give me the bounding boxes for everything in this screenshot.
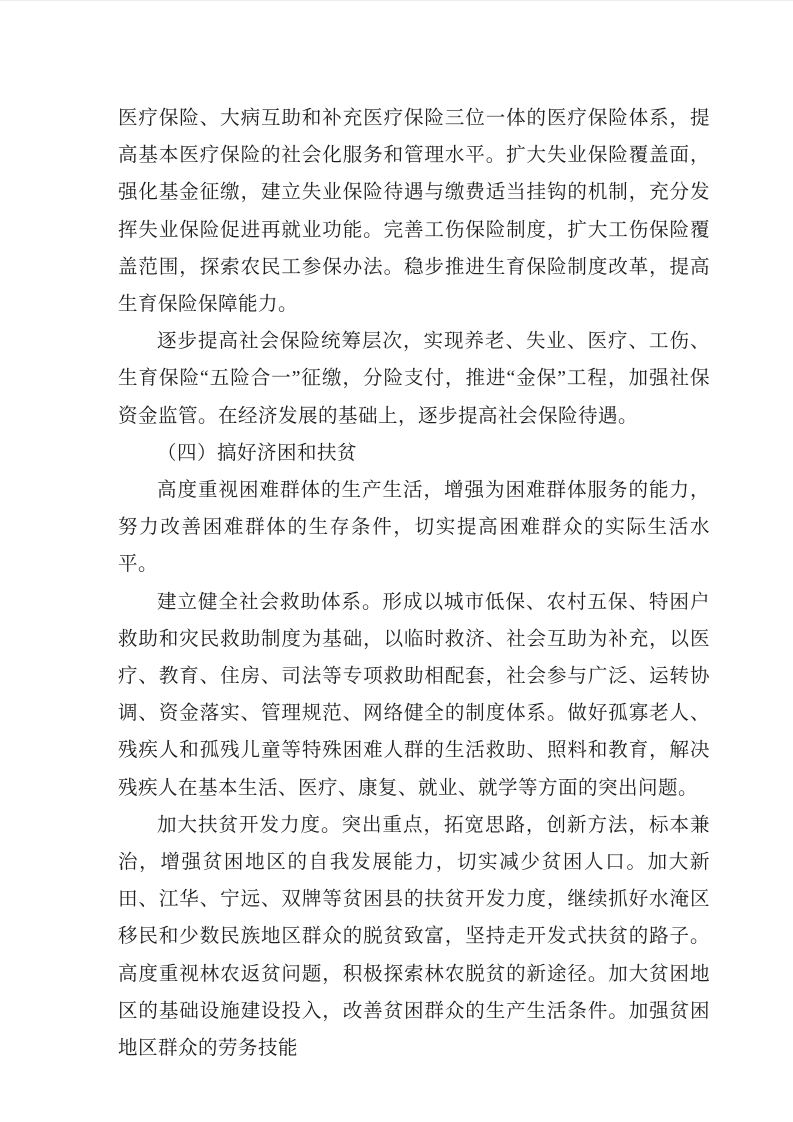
paragraph: 高度重视困难群体的生产生活，增强为困难群体服务的能力，努力改善困难群体的生存条件，切实提高困难群众的实际生活水平。 (118, 480, 710, 576)
paragraph: 建立健全社会救助体系。形成以城市低保、农村五保、特困户救助和灾民救助制度为基础，以临时救济、社会互助为补充，以医疗、教育、住房、司法等专项救助相配套，社会参与广泛、运转协调、资金落实、管理规范、网络健全的制度体系。做好孤寡老人、残疾人和孤残儿童等特殊困难人群的生活救助、照料和教育，解决残疾人在基本生活、医疗、康复、就业、就学等方面的突出问题。 (118, 591, 710, 799)
paragraph-continuation: 医疗保险、大病互助和补充医疗保险三位一体的医疗保险体系，提高基本医疗保险的社会化服务和管理水平。扩大失业保险覆盖面，强化基金征缴，建立失业保险待遇与缴费适当挂钩的机制，充分发挥失业保险促进再就业功能。完善工伤保险制度，扩大工伤保险覆盖范围，探索农民工参保办法。稳步推进生育保险制度改革，提高生育保险保障能力。 (118, 108, 710, 316)
document-body (118, 100, 710, 1067)
section-heading: （四）搞好济困和扶贫 (157, 442, 358, 464)
paragraph: 逐步提高社会保险统筹层次，实现养老、失业、医疗、工伤、生育保险“五险合一”征缴，分险支付，推进“金保”工程，加强社保资金监管。在经济发展的基础上，逐步提高社会保险待遇。 (118, 331, 710, 427)
paragraph: 加大扶贫开发力度。突出重点，拓宽思路，创新方法，标本兼治，增强贫困地区的自我发展能力，切实减少贫困人口。加大新田、江华、宁远、双牌等贫困县的扶贫开发力度，继续抓好水淹区移民和少数民族地区群众的脱贫致富，坚持走开发式扶贫的路子。高度重视林农返贫问题，积极探索林农脱贫的新途径。加大贫困地区的基础设施建设投入，改善贫困群众的生产生活条件。加强贫困地区群众的劳务技能 (118, 814, 710, 1060)
